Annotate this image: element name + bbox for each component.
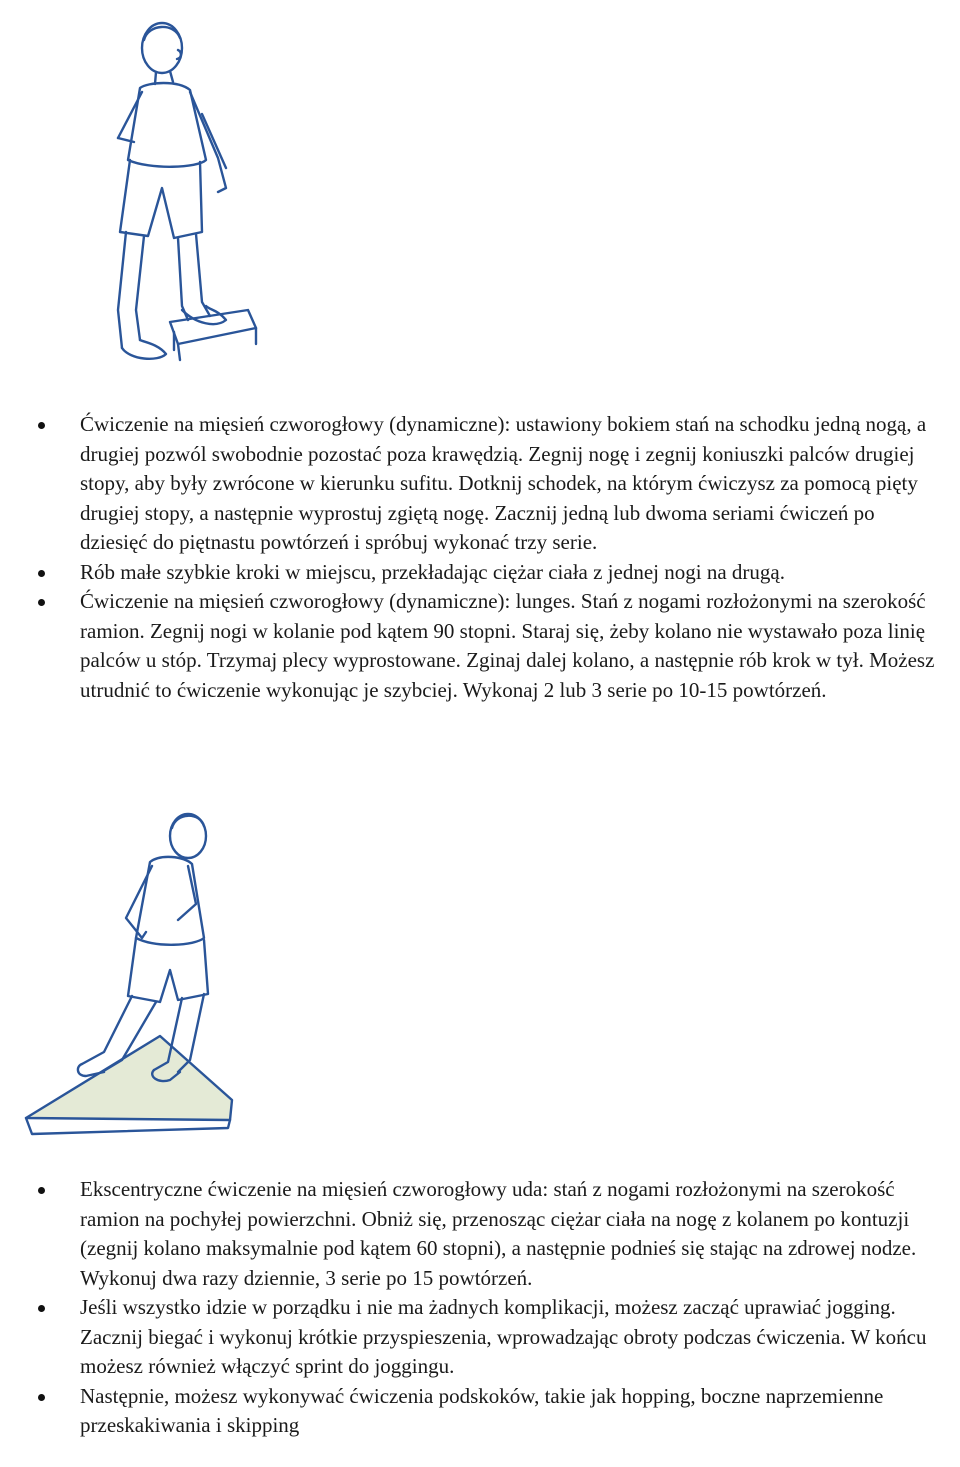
- bullet-icon: [38, 599, 45, 606]
- bullet-icon: [38, 570, 45, 577]
- bullet-icon: [38, 422, 45, 429]
- list-item-text: Jeśli wszystko idzie w porządku i nie ma żadnych komplikacji, możesz zacząć uprawiać jogging. Zacznij biegać i wykonuj krótkie przyspieszenia, wprowadzając obroty podczas ćwiczenia. W końcu możesz również włączyć sprint do joggingu.: [80, 1295, 927, 1378]
- exercise-list-2: [0, 1175, 960, 1441]
- step-exercise-illustration: [78, 10, 268, 370]
- ramp-exercise-illustration: [18, 800, 258, 1140]
- list-item-text: Rób małe szybkie kroki w miejscu, przekładając ciężar ciała z jednej nogi na drugą.: [80, 559, 785, 584]
- list-item-text: Ćwiczenie na mięsień czworogłowy (dynamiczne): ustawiony bokiem stań na schodku jedną nogą, a drugiej pozwól swobodnie pozostać poza krawędzią. Zegnij nogę i zegnij koniuszki palców drugiej stopy, aby były zwrócone w kierunku sufitu. Dotknij schodek, na którym ćwiczysz za pomocą pięty drugiej stopy, a następnie wyprostuj zgiętą nogę. Zacznij jedną lub dwoma seriami ćwiczeń po dziesięć do piętnastu powtórzeń i spróbuj wykonać trzy serie.: [80, 412, 927, 554]
- list-item-text: Ćwiczenie na mięsień czworogłowy (dynamiczne): lunges. Stań z nogami rozłożonymi na szerokość ramion. Zegnij nogi w kolanie pod kątem 90 stopni. Staraj się, żeby kolano nie wystawało poza linię palców u stóp. Trzymaj plecy wyprostowane. Zginaj dalej kolano, a następnie rób krok w tył. Możesz utrudnić to ćwiczenie wykonując je szybciej. Wykonaj 2 lub 3 serie po 10-15 powtórzeń.: [80, 589, 935, 702]
- bullet-icon: [38, 1305, 45, 1312]
- list-item: [0, 558, 960, 588]
- list-item: [0, 1293, 960, 1382]
- bullet-icon: [38, 1394, 45, 1401]
- list-item-text: Następnie, możesz wykonywać ćwiczenia podskoków, takie jak hopping, boczne naprzemienne przeskakiwania i skipping: [80, 1383, 884, 1437]
- list-item: [0, 587, 960, 705]
- bullet-icon: [38, 1187, 45, 1194]
- list-item: [0, 410, 960, 558]
- list-item: [0, 1382, 960, 1441]
- list-item: [0, 1175, 960, 1293]
- exercise-list-1: [0, 410, 960, 705]
- list-item-text: Ekscentryczne ćwiczenie na mięsień czworogłowy uda: stań z nogami rozłożonymi na szerokość ramion na pochyłej powierzchni. Obniż się, przenosząc ciężar ciała na nogę z kolanem po kontuzji (zegnij kolano maksymalnie pod kątem 60 stopni), a następnie podnieś się stając na zdrowej nodze. Wykonuj dwa razy dziennie, 3 serie po 15 powtórzeń.: [80, 1177, 917, 1290]
